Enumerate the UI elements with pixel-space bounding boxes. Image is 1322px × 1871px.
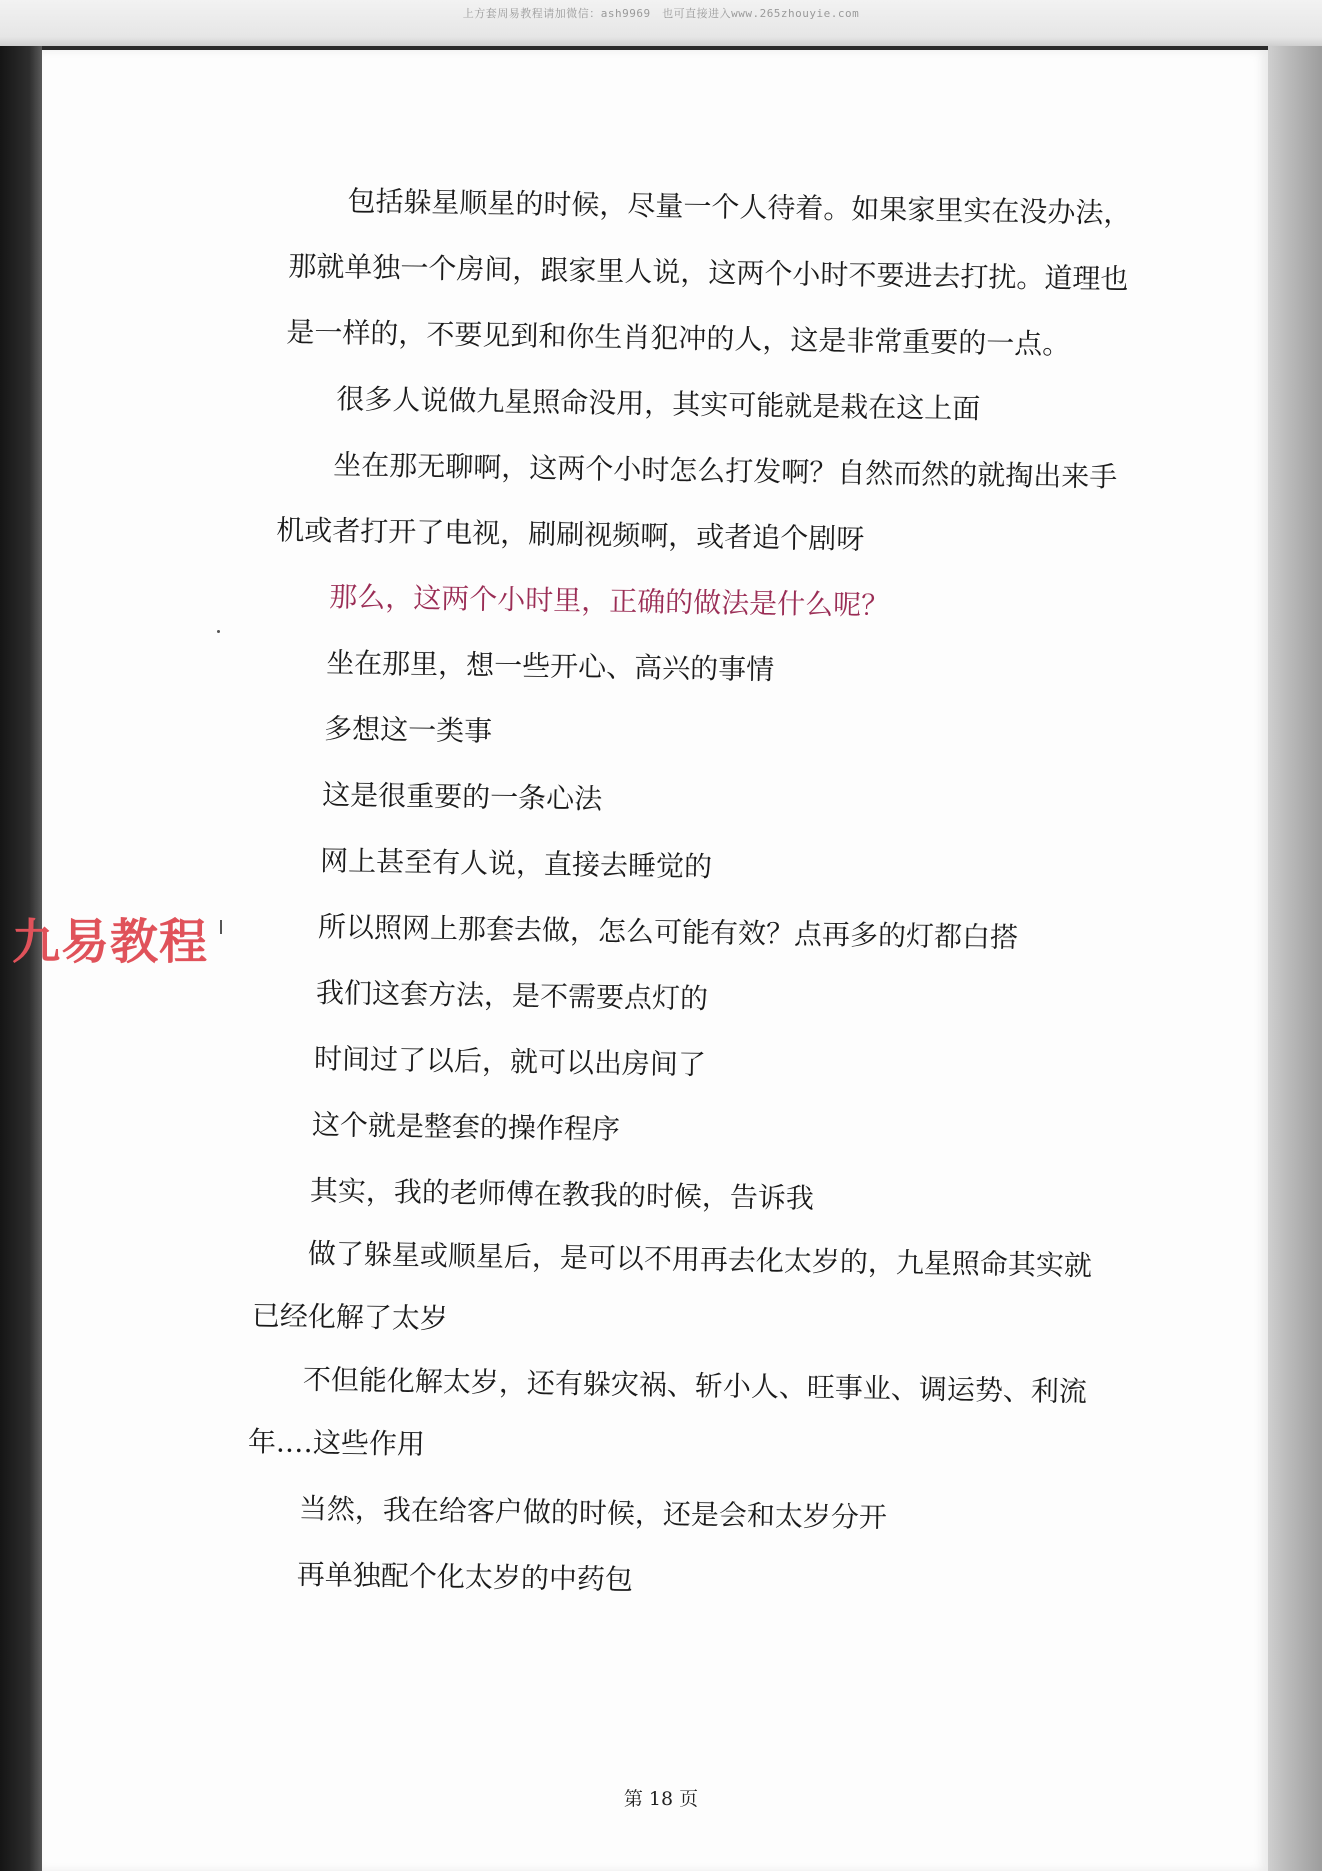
highlighted-question: 那么，这两个小时里，正确的做法是什么呢？ xyxy=(328,580,890,623)
paragraph-line: 不但能化解太岁，还有躲灾祸、斩小人、旺事业、调运势、利流 xyxy=(302,1362,1088,1409)
paragraph-line: 所以照网上那套去做，怎么可能有效？点再多的灯都白搭 xyxy=(317,910,1019,955)
paragraph-line: 网上甚至有人说，直接去睡觉的 xyxy=(319,844,713,884)
paragraph-line: 其实，我的老师傅在教我的时候，告诉我 xyxy=(309,1174,815,1215)
paragraph-line: 那就单独一个房间，跟家里人说，这两个小时不要进去打扰。道理也 xyxy=(288,249,1129,296)
scan-right-edge xyxy=(1268,46,1322,1871)
watermark-logo: 九易教程 xyxy=(12,914,209,970)
paragraph-line: 坐在那无聊啊，这两个小时怎么打发啊？自然而然的就掏出来手 xyxy=(333,448,1118,494)
paragraph-line: 再单独配个化太岁的中药包 xyxy=(296,1557,634,1597)
paragraph-line: 机或者打开了电视，刷刷视频啊，或者追个剧呀 xyxy=(276,513,865,556)
paragraph-line: 很多人说做九星照命没用，其实可能就是栽在这上面 xyxy=(336,382,981,426)
paragraph-line: 当然，我在给客户做的时候，还是会和太岁分开 xyxy=(298,1491,888,1535)
body-text xyxy=(167,166,1219,1622)
header-note: 上方套周易教程请加微信：ash9969 也可直接进入www.265zhouyie.com xyxy=(462,7,860,20)
page-number: 第 18 页 xyxy=(623,1788,699,1810)
paragraph-line: 我们这套方法，是不需要点灯的 xyxy=(315,976,709,1016)
paragraph-line: 时间过了以后，就可以出房间了 xyxy=(313,1042,707,1082)
paragraph-line: 这个就是整套的操作程序 xyxy=(311,1108,621,1146)
paragraph-line: 坐在那里，想一些开心、高兴的事情 xyxy=(325,646,775,687)
paragraph-line: 包括躲星顺星的时候，尽量一个人待着。如果家里实在没办法， xyxy=(347,184,1132,230)
paragraph-line: 这是很重要的一条心法 xyxy=(321,778,603,816)
paragraph-line: 年.…这些作用 xyxy=(247,1425,426,1461)
paragraph-line: 是一样的，不要见到和你生肖犯冲的人，这是非常重要的一点。 xyxy=(286,315,1071,361)
paragraph-line: 做了躲星或顺星后，是可以不用再去化太岁的，九星照命其实就 xyxy=(307,1236,1093,1283)
paragraph-line: 多想这一类事 xyxy=(323,712,493,748)
paragraph-line: 已经化解了太岁 xyxy=(251,1299,449,1336)
